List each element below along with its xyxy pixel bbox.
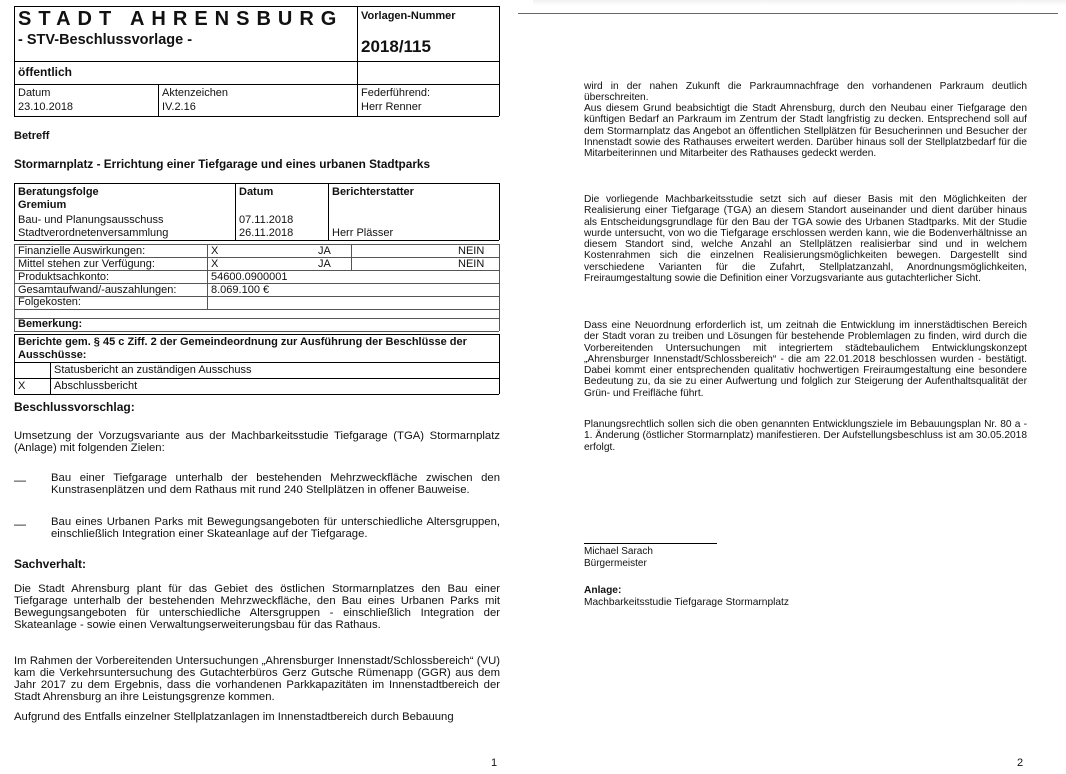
finanz-value: 8.069.100 €: [211, 284, 270, 296]
table-border: [50, 362, 51, 394]
beratung-row-datum: 07.11.2018: [239, 214, 294, 226]
page-separator-line: [518, 13, 1058, 14]
anlage-text: Machbarkeitsstudie Tiefgarage Stormarnplatz: [584, 597, 789, 608]
grid-line: [351, 244, 352, 270]
finanz-ja: JA: [318, 245, 331, 257]
table-border: [14, 183, 499, 184]
table-border: [14, 362, 499, 363]
document-page-2: [533, 0, 1066, 774]
table-border: [14, 334, 499, 335]
beratung-row-gremium: Stadtverordnetenversammlung: [18, 227, 169, 239]
vorlagen-number: 2018/115: [361, 37, 431, 56]
header-divider-vertical: [357, 6, 358, 116]
signature-role: Bürgermeister: [584, 558, 647, 569]
body-paragraph: wird in der nahen Zukunft die Parkraumnachfrage den vorhandenen Parkraum deutlich überschreiten.: [584, 81, 1027, 104]
beratung-head-col3: Berichterstatter: [332, 186, 414, 198]
vorlagen-label: Vorlagen-Nummer: [361, 10, 456, 22]
table-border: [14, 378, 499, 379]
betreff-title: Stormarnplatz - Errichtung einer Tiefgarage und eines urbanen Stadtparks: [14, 157, 431, 171]
signature-name: Michael Sarach: [584, 546, 653, 557]
beratung-head-col2: Datum: [239, 186, 274, 198]
finanz-label: Gesamtaufwand/-auszahlungen:: [18, 284, 177, 296]
beratung-row-gremium: Bau- und Planungsausschuss: [18, 214, 164, 226]
grid-line: [14, 309, 499, 310]
page-number: 1: [491, 757, 498, 769]
status-label: öffentlich: [18, 65, 72, 79]
signature-line: [584, 543, 717, 544]
aktenzeichen-label: Aktenzeichen: [162, 87, 229, 99]
body-paragraph: Die vorliegende Machbarkeitsstudie setzt sich auf dieser Basis mit den Möglichkeiten der Realisierung einer Tiefgarage (TGA) an diesem Standort auseinander und dient darüber hinaus als Entscheidungsgrundlage für den Bau der TGA sowie des Urbanen Stadtparks. Mit der Studie wurde untersucht, von wo die Tiefgarage erschlossen werden kann, wie die Bodenverhältnisse an diesem Standort sind, welche Anzahl an Stellplätzen realisierbar sind und in welchem Kostenrahmen sich die einzelnen Realisierungsmöglichkeiten bewegen. Dargestellt sind verschiedene Varianten für die Zufahrt, Stellplatzanzahl, Anordnungsmöglichkeiten, Freiraumgestaltung sowie die Definition einer Vorzugsvariante aus gutachterlicher Sicht.: [584, 194, 1027, 285]
sachverhalt-paragraph: Im Rahmen der Vorbereitenden Untersuchungen „Ahrensburger Innenstadt/Schlossbereich“ (VU) kam die Verkehrsuntersuchung des Gutachterbüros Gerz Gutsche Rümenapp (GGR) aus dem Jahr 2017 zu dem Ergebnis, dass die vorhandenen Parkkapazitäten im Innenstadtbereich der Stadt Ahrensburg an ihre Leistungsgrenze kommen.: [14, 655, 500, 703]
city-title: STADT AHRENSBURG: [18, 8, 344, 30]
bemerkung-label: Bemerkung:: [18, 318, 83, 330]
anlage-label: Anlage:: [584, 585, 622, 596]
table-border: [328, 183, 329, 240]
beschluss-heading: Beschlussvorschlag:: [14, 400, 135, 414]
grid-line: [207, 244, 208, 309]
beratung-head-sub: Gremium: [18, 199, 67, 211]
aktenzeichen-value: IV.2.16: [162, 101, 196, 113]
beschluss-intro: Umsetzung der Vorzugsvariante aus der Machbarkeitsstudie Tiefgarage (TGA) Stormarnplatz (Anlage) mit folgenden Zielen:: [14, 430, 500, 454]
table-border: [235, 183, 236, 240]
datum-label: Datum: [18, 87, 51, 99]
finanz-label: Folgekosten:: [18, 296, 81, 308]
datum-value: 23.10.2018: [18, 101, 74, 113]
beratung-row-datum: 26.11.2018: [239, 227, 294, 239]
document-subtitle: - STV-Beschlussvorlage -: [18, 32, 193, 48]
header-divider: [14, 61, 499, 62]
header-border-bottom: [14, 116, 499, 117]
finanz-mark: X: [211, 258, 219, 270]
finanz-ja: JA: [318, 258, 331, 270]
body-paragraph: Aus diesem Grund beabsichtigt die Stadt Ahrensburg, durch den Neubau einer Tiefgarage den künftigen Bedarf an Parkraum im Zentrum der Stadt langfristig zu decken. Entsprechend soll auf dem Stormarnplatz das Angebot an öffentlichen Stellplätzen für Besucherinnen und Besucher der Innenstadt sowie des Rathauses erweitert werden. Darüber hinaus soll der Stellplatzbedarf für die Mitarbeiterinnen und Mitarbeiter des Rathauses gedeckt werden.: [584, 103, 1027, 160]
betreff-label: Betreff: [14, 130, 50, 142]
sachverhalt-heading: Sachverhalt:: [14, 557, 87, 571]
bullet-dash: —: [14, 517, 26, 531]
header-divider-vertical: [158, 84, 159, 116]
finanz-nein: NEIN: [458, 258, 485, 270]
body-paragraph: Planungsrechtlich sollen sich die oben genannten Entwicklungsziele im Bebauungsplan Nr. 80 a - 1. Änderung (östlicher Stormarnplatz) manifestieren. Der Aufstellungsbeschluss ist am 30.05.2018 erfolgt.: [584, 419, 1027, 453]
bullet-text: Bau eines Urbanen Parks mit Bewegungsangeboten für unterschiedliche Altersgruppen, einschließlich Integration einer Skateanlage auf der Tiefgarage.: [51, 516, 500, 540]
grid-line: [14, 244, 15, 331]
grid-line: [499, 244, 500, 331]
table-border: [14, 394, 499, 395]
finanz-label: Produktsachkonto:: [18, 271, 110, 283]
finanz-value: 54600.0900001: [211, 271, 288, 283]
bullet-dash: —: [14, 473, 26, 487]
header-border-left: [14, 6, 15, 116]
finanz-label: Mittel stehen zur Verfügung:: [18, 258, 155, 270]
header-divider: [14, 84, 499, 85]
federfuehrend-label: Federführend:: [361, 87, 431, 99]
table-border: [14, 183, 15, 240]
berichte-mark: X: [18, 380, 26, 392]
table-border: [14, 240, 499, 241]
table-border: [499, 183, 500, 240]
sachverhalt-paragraph: Aufgrund des Entfalls einzelner Stellplatzanlagen im Innenstadtbereich durch Bebauung: [14, 711, 454, 723]
page-number: 2: [1017, 757, 1024, 769]
finanz-mark: X: [211, 245, 219, 257]
berichte-item: Abschlussbericht: [54, 380, 138, 392]
sachverhalt-paragraph: Die Stadt Ahrensburg plant für das Gebiet des östlichen Stormarnplatzes den Bau einer Tiefgarage unterhalb der bestehenden Mehrzweckfläche, den Bau eines Urbanen Parks mit Bewegungsangeboten für unterschiedliche Altersgruppen - einschließlich Integration der Skateanlage - sowie einen Verwaltungserweiterungsbau für das Rathaus.: [14, 583, 500, 631]
finanz-nein: NEIN: [458, 245, 485, 257]
beratung-row-berichterstatter: Herr Plässer: [332, 227, 394, 239]
header-border-top: [14, 6, 499, 7]
header-border-right: [499, 6, 500, 116]
beratung-head-col1: Beratungsfolge: [18, 186, 99, 198]
bullet-text: Bau einer Tiefgarage unterhalb der bestehenden Mehrzweckfläche zwischen den Kunstrasenplätzen und dem Rathaus mit rund 240 Stellplätzen in offener Bauweise.: [51, 472, 500, 496]
berichte-title: Berichte gem. § 45 c Ziff. 2 der Gemeindeordnung zur Ausführung der Beschlüsse der Ausschüsse:: [18, 336, 467, 361]
table-border: [499, 334, 500, 394]
berichte-item: Statusbericht an zuständigen Ausschuss: [54, 364, 252, 376]
table-border: [14, 334, 15, 394]
grid-line: [14, 318, 499, 319]
body-paragraph: Dass eine Neuordnung erforderlich ist, um zeitnah die Entwicklung im innerstädtischen Bereich der Stadt voran zu treiben und Lösungen für bestehende Problemlagen zu finden, wird durch die Vorbereitenden Untersuchungen mit integriertem städtebaulichem Entwicklungskonzept „Ahrensburger Innenstadt/Schlossbereich“ - die am 22.01.2018 beschlossen wurden - bestätigt. Dabei kommt einer entsprechenden qualitativ hochwertigen Freiraumgestaltung eine besondere Bedeutung zu, da sie zu einer Aufwertung und folglich zur Steigerung der Aufenthaltsqualität der Grün- und Freifläche führt.: [584, 320, 1027, 399]
federfuehrend-value: Herr Renner: [361, 101, 422, 113]
grid-line: [14, 331, 499, 332]
finanz-label: Finanzielle Auswirkungen:: [18, 245, 146, 257]
page-edge-shadow: [533, 0, 1066, 6]
